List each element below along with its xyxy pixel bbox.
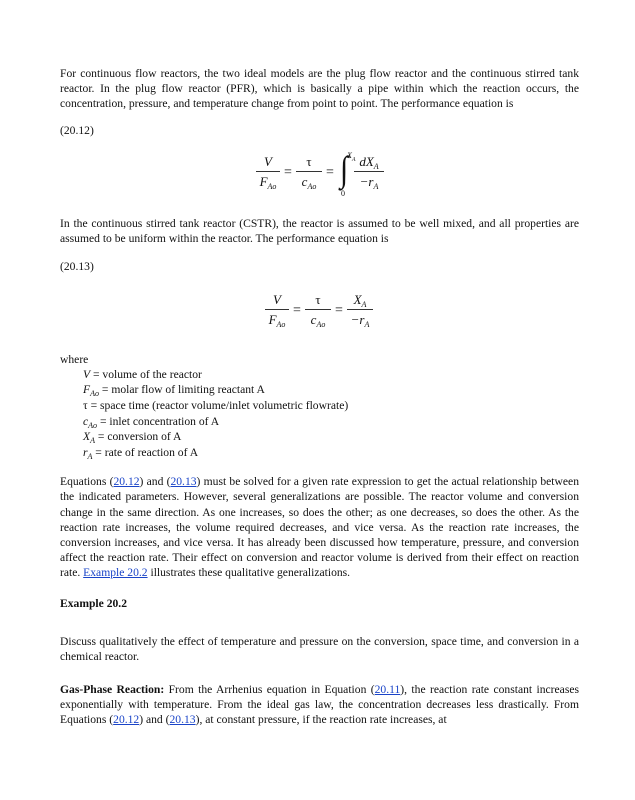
equation-20-12 [60, 150, 579, 202]
gas-phase-heading: Gas-Phase Reaction: [60, 683, 165, 697]
equation-number-20-12: (20.12) [60, 124, 94, 138]
link-eq-20-13[interactable]: 20.13 [169, 713, 196, 727]
fraction-v-over-fao: V $F_{Ao}$ [265, 292, 289, 327]
integral-lower-limit: 0 [341, 189, 345, 199]
example-question: Discuss qualitatively the effect of temperature and pressure on the conversion, space time, and conversion in a chemical reactor. [60, 635, 579, 664]
definition-ra: $r_A$ = rate of reaction of A [83, 445, 199, 461]
paragraph-generalizations: Equations (20.12) and (20.13) must be solved for a given rate expression to get the actual relationship between the indicated parameters. However, several generalizations are possible. The reactor volume and conversion change in the same direction. As one increases, so does the other; as one decreases, so does the other. As the reaction rate increases, the volume required decreases, and vice versa. As the reaction rate increases, the conversion increases, and vice versa. It has already been discussed how temperature, pressure, and conversion affect the reaction rate. Their effect on conversion and reactor volume is derived from their effect on reaction rate. Example 20.2 illustrates these qualitative generalizations. [60, 475, 579, 579]
equation-number-20-13: (20.13) [60, 259, 94, 273]
equation-20-13 [60, 286, 579, 338]
equals-sign: = [293, 302, 301, 318]
paragraph-intro: For continuous flow reactors, the two ideal models are the plug flow reactor and the continuous stirred tank reactor. In the plug flow reactor (PFR), which is basically a pipe within which the reaction occurs, the concentration, pressure, and temperature change from point to point. The performance equation is [60, 67, 579, 111]
definition-v: V = volume of the reactor [83, 367, 202, 381]
where-label: where [60, 352, 89, 366]
paragraph-gas-phase: Gas-Phase Reaction: From the Arrhenius equation in Equation (20.11), the reaction rate constant increases exponentially with temperature. From the ideal gas law, the concentration decreases less drastically. From Equations (20.12) and (20.13), at constant pressure, if the reaction rate increases, at [60, 683, 579, 727]
definition-fao: $F_{Ao}$ = molar flow of limiting reactant A [83, 383, 265, 399]
fraction-v-over-fao: V $F_{Ao}$ [256, 154, 280, 189]
variable-definitions [83, 367, 579, 461]
link-eq-20-12[interactable]: 20.12 [113, 475, 140, 489]
equals-sign: = [335, 302, 343, 318]
link-eq-20-12[interactable]: 20.12 [113, 713, 140, 727]
fraction-dxa-over-ra: $dX_A$ $-r_A$ [354, 154, 384, 189]
fraction-tau-over-cao: τ $c_{Ao}$ [296, 154, 322, 189]
definition-xa: $X_A$ = conversion of A [83, 430, 182, 446]
link-example-20-2[interactable]: Example 20.2 [83, 565, 148, 579]
paragraph-cstr: In the continuous stirred tank reactor (CSTR), the reactor is assumed to be well mixed, and all properties are assumed to be uniform within the reactor. The performance equation is [60, 217, 579, 246]
equals-sign: = [284, 165, 292, 181]
definition-tau: τ = space time (reactor volume/inlet volumetric flowrate) [83, 398, 349, 412]
link-eq-20-11[interactable]: 20.11 [374, 683, 401, 697]
link-eq-20-13[interactable]: 20.13 [170, 475, 197, 489]
integral-sign: ∫ [340, 149, 349, 190]
fraction-xa-over-ra: $X_A$ $-r_A$ [347, 292, 373, 327]
example-title: Example 20.2 [60, 596, 127, 610]
document-page [60, 66, 579, 728]
equals-sign: = [326, 165, 334, 181]
definition-cao: $c_{Ao}$ = inlet concentration of A [83, 414, 220, 430]
integral-upper-limit: $X_A$ [347, 151, 356, 164]
fraction-tau-over-cao: τ $c_{Ao}$ [305, 292, 331, 327]
